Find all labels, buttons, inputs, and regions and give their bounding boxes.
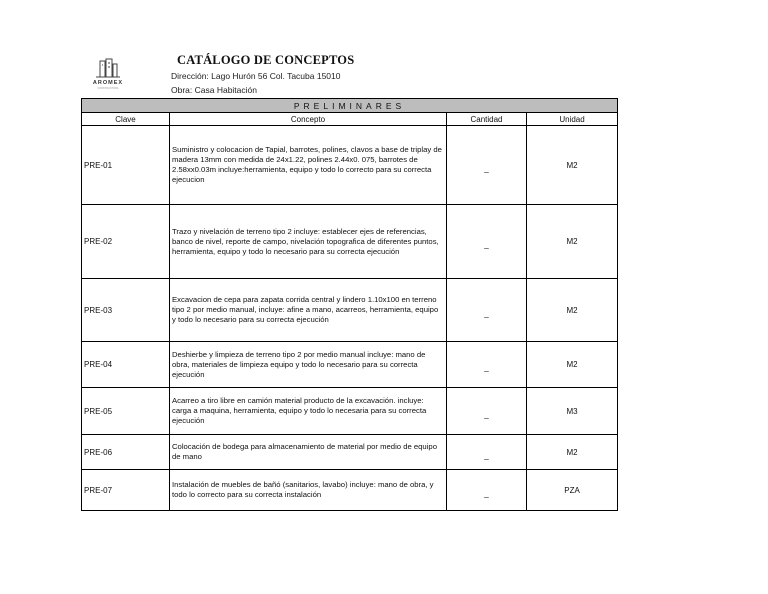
cell-cantidad: _ xyxy=(447,470,527,511)
logo-tagline: CONSTRUCTORA xyxy=(97,87,119,90)
table-row xyxy=(82,388,618,435)
cell-cantidad: _ xyxy=(447,205,527,279)
cell-clave: PRE-01 xyxy=(82,126,170,205)
document-title: CATÁLOGO DE CONCEPTOS xyxy=(177,53,355,67)
table-row xyxy=(82,435,618,470)
logo-text: AROMEX xyxy=(92,80,124,86)
table-row xyxy=(82,342,618,388)
cell-cantidad: _ xyxy=(447,388,527,435)
cell-concepto: Deshierbe y limpieza de terreno tipo 2 por medio manual incluye: mano de obra, materiales de limpieza equipo y todo lo necesario para su correcta ejecución xyxy=(170,342,447,388)
cell-clave: PRE-05 xyxy=(82,388,170,435)
cell-concepto: Instalación de muebles de bañó (sanitarios, lavabo) incluye: mano de obra, y todo lo correcto para su correcta instalación xyxy=(170,470,447,511)
address-line: Dirección: Lago Hurón 56 Col. Tacuba 15010 xyxy=(171,71,341,81)
column-header-cantidad: Cantidad xyxy=(447,113,527,126)
cell-concepto: Colocación de bodega para almacenamiento de material por medio de equipo de mano xyxy=(170,435,447,470)
cell-unidad: PZA xyxy=(527,470,618,511)
cell-unidad: M2 xyxy=(527,279,618,342)
project-line: Obra: Casa Habitación xyxy=(171,85,257,95)
table-row xyxy=(82,205,618,279)
cell-unidad: M2 xyxy=(527,205,618,279)
cell-clave: PRE-03 xyxy=(82,279,170,342)
cell-concepto: Suministro y colocacion de Tapial, barrotes, polines, clavos a base de triplay de madera 13mm con medida de 24x1.22, polines 2.44x0. 075, barrotes de 2.58xx0.03m incluye:herramienta, equipo y todo lo correcto para su correcta ejecucion xyxy=(170,126,447,205)
section-title: PRELIMINARES xyxy=(82,99,618,113)
cell-concepto: Excavacion de cepa para zapata corrida central y lindero 1.10x100 en terreno tipo 2 por medio manual, incluye: afine a mano, acarreos, herramienta, equipo y todo lo necesario para su correcta ejecución xyxy=(170,279,447,342)
cell-unidad: M2 xyxy=(527,435,618,470)
column-header-clave: Clave xyxy=(82,113,170,126)
column-header-row xyxy=(82,113,618,126)
cell-unidad: M3 xyxy=(527,388,618,435)
cell-clave: PRE-04 xyxy=(82,342,170,388)
cell-unidad: M2 xyxy=(527,126,618,205)
column-header-concepto: Concepto xyxy=(170,113,447,126)
cell-clave: PRE-02 xyxy=(82,205,170,279)
cell-clave: PRE-06 xyxy=(82,435,170,470)
building-icon xyxy=(88,58,128,80)
cell-cantidad: _ xyxy=(447,126,527,205)
cell-cantidad: _ xyxy=(447,342,527,388)
cell-concepto: Acarreo a tiro libre en camión material producto de la excavación. incluye: carga a maquina, herramienta, equipo y todo lo necesaria para su correcta ejecución xyxy=(170,388,447,435)
cell-unidad: M2 xyxy=(527,342,618,388)
cell-clave: PRE-07 xyxy=(82,470,170,511)
concepts-table xyxy=(81,98,618,511)
table-row xyxy=(82,279,618,342)
company-logo xyxy=(88,58,128,90)
section-header-row xyxy=(82,99,618,113)
column-header-unidad: Unidad xyxy=(527,113,618,126)
table-row xyxy=(82,126,618,205)
cell-cantidad: _ xyxy=(447,435,527,470)
table-row xyxy=(82,470,618,511)
cell-concepto: Trazo y nivelación de terreno tipo 2 incluye: establecer ejes de referencias, banco de nivel, reporte de campo, nivelación topografica de diferentes puntos, herramienta, equipo y todo lo necesario para su correcta ejecución xyxy=(170,205,447,279)
cell-cantidad: _ xyxy=(447,279,527,342)
